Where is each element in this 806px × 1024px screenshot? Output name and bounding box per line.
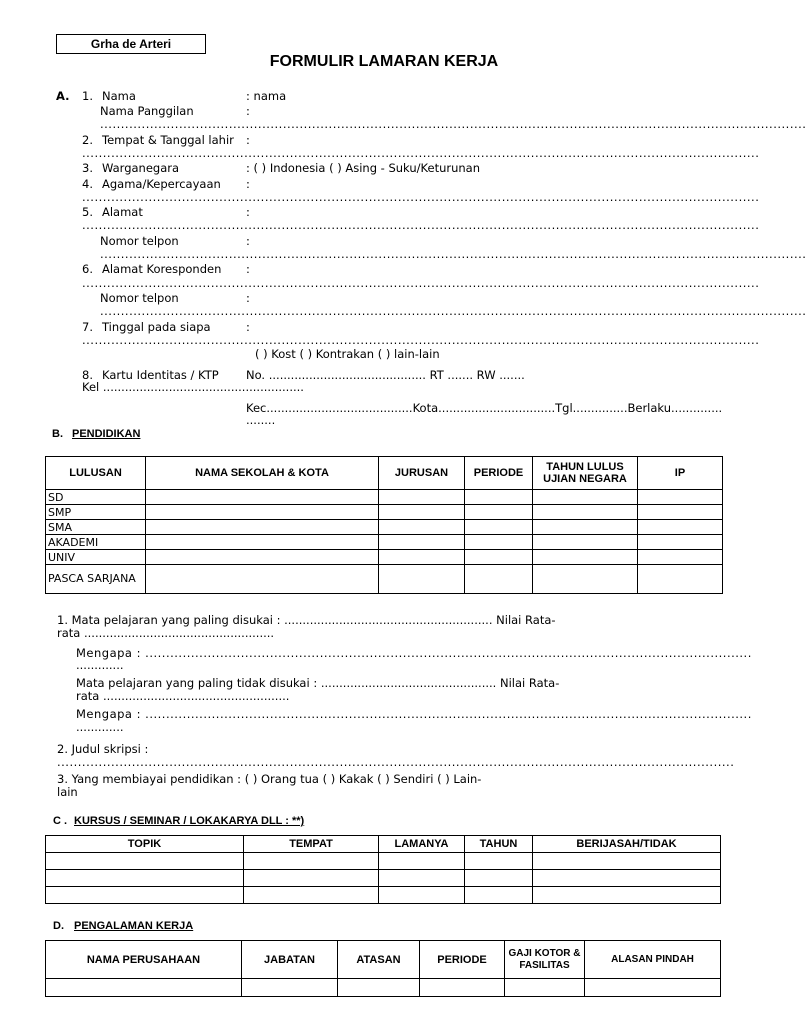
table-cell[interactable]	[465, 853, 533, 870]
pembiaya-pendidikan-cont: lain	[57, 785, 78, 799]
table-cell[interactable]	[533, 887, 721, 904]
header-jurusan: JURUSAN	[379, 457, 465, 490]
header-lulusan: LULUSAN	[46, 457, 146, 490]
judul-skripsi-field[interactable]: ...................................................................................................................................................................	[57, 755, 735, 769]
least-favorite-subject-avg[interactable]: rata ...................................................	[76, 689, 290, 703]
alamat-label: Alamat	[102, 205, 143, 219]
table-cell[interactable]	[146, 550, 379, 565]
table-cell[interactable]	[379, 550, 465, 565]
table-cell[interactable]	[379, 853, 465, 870]
organization-name: Grha de Arteri	[56, 34, 206, 54]
nomor-telpon-label: Nomor telpon	[100, 234, 179, 248]
nama-field[interactable]: : nama	[246, 89, 287, 103]
judul-skripsi-label: 2. Judul skripsi :	[57, 742, 149, 756]
header-topik: TOPIK	[46, 836, 244, 853]
alamat-koresponden-label: Alamat Koresponden	[102, 262, 222, 276]
table-cell[interactable]	[465, 565, 533, 594]
table-cell[interactable]	[465, 520, 533, 535]
nomor-telpon-colon: :	[246, 234, 250, 248]
table-row	[46, 505, 723, 520]
tempat-tanggal-lahir-colon: :	[246, 133, 250, 147]
tempat-tanggal-lahir-label: Tempat & Tanggal lahir	[102, 133, 234, 147]
table-cell[interactable]	[533, 550, 638, 565]
header-tahun-lulus: TAHUN LULUS UJIAN NEGARA	[533, 457, 638, 490]
table-cell[interactable]	[146, 565, 379, 594]
table-row	[46, 853, 721, 870]
header-atasan: ATASAN	[338, 941, 420, 979]
table-cell[interactable]	[465, 550, 533, 565]
favorite-subject-field[interactable]: 1. Mata pelajaran yang paling disukai : ......................................................... Nilai Rata-	[57, 613, 556, 627]
table-cell[interactable]	[533, 505, 638, 520]
item-number: 6.	[82, 262, 93, 276]
alamat-colon: :	[246, 205, 250, 219]
kelurahan-field[interactable]: Kel .......................................................	[82, 380, 304, 394]
table-cell[interactable]	[638, 535, 723, 550]
table-cell[interactable]	[638, 490, 723, 505]
item-number: 2.	[82, 133, 93, 147]
table-cell[interactable]	[379, 870, 465, 887]
tinggal-field[interactable]: ...................................................................................................................................................................	[82, 333, 760, 347]
header-tempat: TEMPAT	[244, 836, 379, 853]
mengapa-field-2-cont: .............	[76, 720, 124, 734]
kecamatan-field[interactable]: Kec........................................Kota................................Tgl...............Berlaku..............	[246, 401, 723, 415]
table-cell[interactable]	[244, 887, 379, 904]
table-row	[46, 490, 723, 505]
table-cell[interactable]	[533, 520, 638, 535]
nama-panggilan-colon: :	[246, 104, 250, 118]
table-cell[interactable]	[244, 870, 379, 887]
pembiaya-pendidikan-options[interactable]: 3. Yang membiayai pendidikan : ( ) Orang tua ( ) Kakak ( ) Sendiri ( ) Lain-	[57, 772, 482, 786]
table-cell[interactable]	[379, 490, 465, 505]
alamat-field[interactable]: ...................................................................................................................................................................	[82, 218, 760, 232]
table-cell[interactable]	[638, 550, 723, 565]
header-nama-perusahaan: NAMA PERUSAHAAN	[46, 941, 242, 979]
tinggal-options[interactable]: ( ) Kost ( ) Kontrakan ( ) lain-lain	[255, 347, 440, 361]
nomor-telpon-colon-2: :	[246, 291, 250, 305]
table-cell[interactable]	[638, 565, 723, 594]
table-cell[interactable]	[533, 870, 721, 887]
section-b-label: B.	[52, 428, 63, 440]
row-label: SMA	[46, 520, 146, 535]
least-favorite-subject-field[interactable]: Mata pelajaran yang paling tidak disukai : ................................................ Nilai Rata-	[76, 676, 560, 690]
mengapa-field-1-cont: .............	[76, 658, 124, 672]
header-periode: PERIODE	[420, 941, 505, 979]
form-title: FORMULIR LAMARAN KERJA	[269, 53, 499, 70]
table-cell[interactable]	[46, 979, 242, 997]
row-label: PASCA SARJANA	[46, 565, 146, 594]
table-cell[interactable]	[465, 535, 533, 550]
header-berijasah: BERIJASAH/TIDAK	[533, 836, 721, 853]
table-cell[interactable]	[505, 979, 585, 997]
row-label: AKADEMI	[46, 535, 146, 550]
row-label: UNIV	[46, 550, 146, 565]
table-row	[46, 979, 721, 997]
item-number: 5.	[82, 205, 93, 219]
table-cell[interactable]	[638, 505, 723, 520]
mengapa-field-2[interactable]: Mengapa : ..................................................................................................................................................	[76, 707, 752, 721]
table-cell[interactable]	[465, 870, 533, 887]
courses-table	[45, 835, 721, 904]
alamat-koresponden-colon: :	[246, 262, 250, 276]
table-cell[interactable]	[46, 853, 244, 870]
section-d-label: D.	[53, 920, 64, 932]
ktp-field[interactable]: No. ........................................... RT ....... RW .......	[246, 368, 525, 382]
table-cell[interactable]	[465, 490, 533, 505]
education-table	[45, 456, 723, 594]
table-cell[interactable]	[46, 887, 244, 904]
section-c-label: C .	[53, 815, 68, 827]
item-number: 8.	[82, 368, 93, 382]
table-cell[interactable]	[146, 520, 379, 535]
table-cell[interactable]	[420, 979, 505, 997]
table-cell[interactable]	[146, 535, 379, 550]
alamat-koresponden-field[interactable]: ...................................................................................................................................................................	[82, 276, 760, 290]
table-cell[interactable]	[379, 887, 465, 904]
table-cell[interactable]	[533, 853, 721, 870]
row-label: SMP	[46, 505, 146, 520]
header-ip: IP	[638, 457, 723, 490]
agama-label: Agama/Kepercayaan	[102, 177, 221, 191]
tinggal-label: Tinggal pada siapa	[102, 320, 211, 334]
table-cell[interactable]	[533, 490, 638, 505]
table-row	[46, 520, 723, 535]
nama-panggilan-label: Nama Panggilan	[100, 104, 194, 118]
table-row	[46, 887, 721, 904]
warganegara-label: Warganegara	[102, 161, 180, 175]
header-periode: PERIODE	[465, 457, 533, 490]
kecamatan-field-cont: ........	[246, 413, 276, 427]
table-cell[interactable]	[585, 979, 721, 997]
table-cell[interactable]	[146, 505, 379, 520]
work-experience-table	[45, 940, 721, 997]
tinggal-colon: :	[246, 320, 250, 334]
nama-label: Nama	[102, 89, 136, 103]
table-cell[interactable]	[146, 490, 379, 505]
nama-panggilan-field[interactable]: ..........................................................................................................................................................................	[100, 117, 806, 131]
section-b-title: PENDIDIKAN	[72, 428, 141, 440]
section-d-title: PENGALAMAN KERJA	[74, 920, 194, 932]
nomor-telpon-field[interactable]: ..........................................................................................................................................................................	[100, 247, 806, 261]
table-row	[46, 870, 721, 887]
ktp-label: Kartu Identitas / KTP	[102, 368, 219, 382]
table-cell[interactable]	[379, 505, 465, 520]
section-a-label: A.	[56, 89, 70, 103]
agama-field[interactable]: ...................................................................................................................................................................	[82, 190, 760, 204]
table-cell[interactable]	[244, 853, 379, 870]
table-cell[interactable]	[533, 535, 638, 550]
header-jabatan: JABATAN	[242, 941, 338, 979]
header-gaji-kotor: GAJI KOTOR & FASILITAS	[505, 941, 585, 979]
table-cell[interactable]	[638, 520, 723, 535]
table-cell[interactable]	[379, 520, 465, 535]
table-cell[interactable]	[465, 887, 533, 904]
mengapa-field-1[interactable]: Mengapa : ..................................................................................................................................................	[76, 646, 752, 660]
favorite-subject-avg[interactable]: rata ....................................................	[57, 626, 275, 640]
tempat-tanggal-lahir-field[interactable]: ...................................................................................................................................................................	[82, 146, 760, 160]
item-number: 7.	[82, 320, 93, 334]
table-cell[interactable]	[46, 870, 244, 887]
header-lamanya: LAMANYA	[379, 836, 465, 853]
table-row	[46, 535, 723, 550]
row-label: SD	[46, 490, 146, 505]
table-cell[interactable]	[338, 979, 420, 997]
agama-colon: :	[246, 177, 250, 191]
table-row	[46, 550, 723, 565]
table-row	[46, 565, 723, 594]
table-cell[interactable]	[379, 565, 465, 594]
item-number: 1.	[82, 89, 93, 103]
table-cell[interactable]	[379, 535, 465, 550]
warganegara-options[interactable]: : ( ) Indonesia ( ) Asing - Suku/Keturunan	[246, 161, 481, 175]
table-cell[interactable]	[533, 565, 638, 594]
section-c-title: KURSUS / SEMINAR / LOKAKARYA DLL : **)	[74, 815, 305, 827]
header-alasan-pindah: ALASAN PINDAH	[585, 941, 721, 979]
item-number: 3.	[82, 161, 93, 175]
table-cell[interactable]	[242, 979, 338, 997]
table-cell[interactable]	[465, 505, 533, 520]
nomor-telpon-label-2: Nomor telpon	[100, 291, 179, 305]
header-tahun: TAHUN	[465, 836, 533, 853]
header-nama-sekolah: NAMA SEKOLAH & KOTA	[146, 457, 379, 490]
nomor-telpon-field-2[interactable]: ..........................................................................................................................................................................	[100, 304, 806, 318]
item-number: 4.	[82, 177, 93, 191]
